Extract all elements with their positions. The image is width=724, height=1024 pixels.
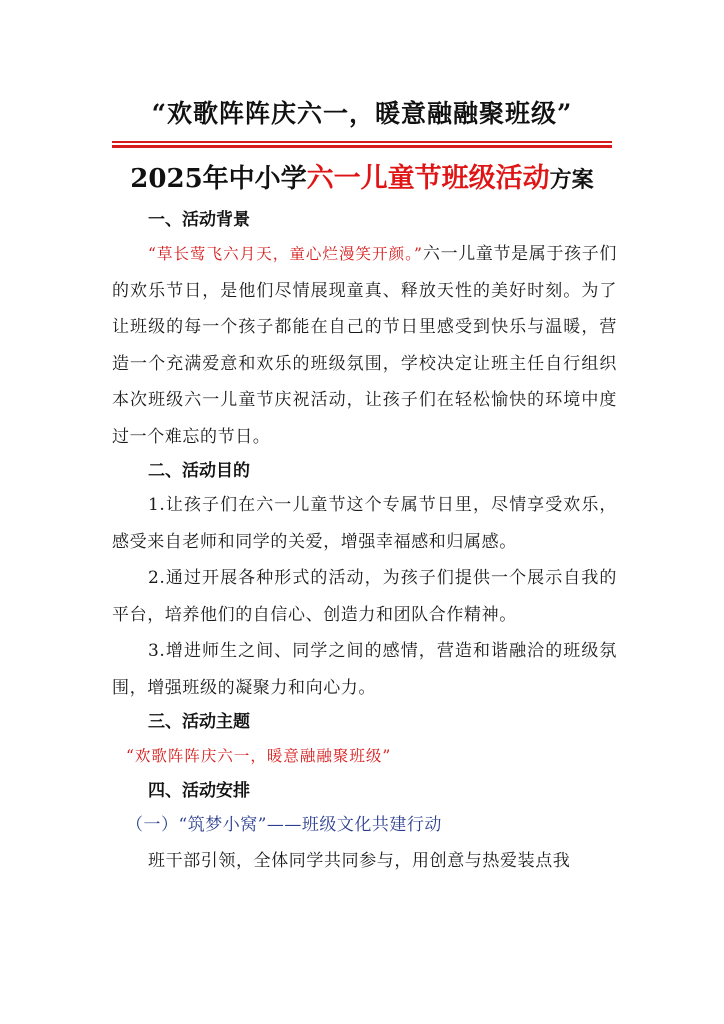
background-paragraph xyxy=(112,236,617,455)
title-suffix: 方案 xyxy=(549,167,594,193)
subsection-heading-1: （一）“筑梦小窝”——班级文化共建行动 xyxy=(126,814,442,835)
purpose-item-3: 3.增进师生之间、同学之间的感情，营造和谐融洽的班级氛围，增强班级的凝聚力和向心力。 xyxy=(112,641,617,698)
document-body xyxy=(112,204,617,879)
red-divider-thin xyxy=(112,141,612,143)
title-prefix: 2025年中小学 xyxy=(130,164,307,194)
red-divider-thick xyxy=(112,145,612,148)
section-heading-arrangement: 四、活动安排 xyxy=(148,780,250,801)
purpose-item-2: 2.通过开展各种形式的活动，为孩子们提供一个展示自我的平台，培养他们的自信心、创造力和团队合作精神。 xyxy=(112,568,617,625)
section-heading-background: 一、活动背景 xyxy=(148,210,250,230)
section-heading-theme: 三、活动主题 xyxy=(148,712,250,732)
background-quote: “草长莺飞六月天，童心烂漫笑开颜。” xyxy=(148,245,423,263)
document-title xyxy=(0,156,724,195)
theme-paragraph xyxy=(112,738,617,775)
section-heading-purpose: 二、活动目的 xyxy=(148,461,250,481)
arrangement-paragraph: 班干部引领，全体同学共同参与，用创意与热爱装点我 xyxy=(148,850,571,871)
purpose-item-1: 1.让孩子们在六一儿童节这个专属节日里，尽情享受欢乐，感受来自老师和同学的关爱，增强幸福感和归属感。 xyxy=(112,495,617,552)
slogan-heading: “欢歌阵阵庆六一，暖意融融聚班级” xyxy=(151,99,573,128)
theme-quote: “欢歌阵阵庆六一，暖意融融聚班级” xyxy=(126,747,392,765)
background-text: 六一儿童节是属于孩子们的欢乐节日，是他们尽情展现童真、释放天性的美好时刻。为了让班级的每一个孩子都能在自己的节日里感受到快乐与温暖，营造一个充满爱意和欢乐的班级氛围，学校决定让班主任自行组织本次班级六一儿童节庆祝活动，让孩子们在轻松愉快的环境中度过一个难忘的节日。 xyxy=(112,244,617,447)
title-highlight: 六一儿童节班级活动 xyxy=(306,163,550,194)
